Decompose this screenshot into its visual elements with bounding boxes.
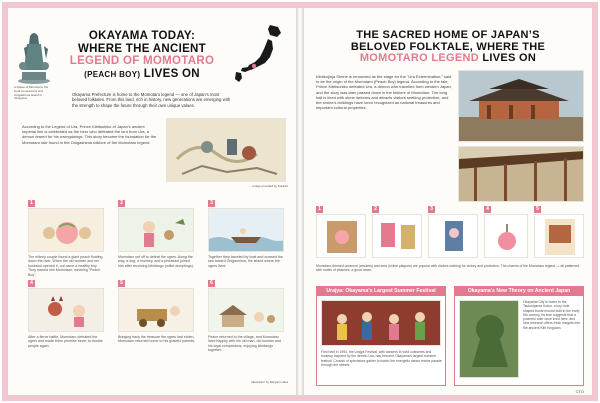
left-intro: Okayama Prefecture is home to the Momotaro legend — one of Japan’s most beloved folktales. From this land, rich in history, new generations are emerging with the strength to shape the future through their own unique values. [72, 92, 231, 108]
left-title-pink: LEGEND OF MOMOTARO [69, 55, 215, 67]
urajya-festival-box [316, 286, 446, 386]
right-title-pink: MOMOTARO LEGEND [359, 52, 480, 64]
panel-6-illustration [208, 288, 284, 332]
panel-2-illustration [118, 208, 194, 252]
giant-peach-icon [29, 209, 104, 252]
statue-icon [16, 26, 52, 84]
statue-caption: A statue of Momotaro, his loyal companions and Onigashima Island in Okayama. [14, 85, 49, 101]
scroll-painting-icon [167, 119, 286, 182]
ancient-box-title: Okayama's New Theory on Ancient Japan [455, 287, 583, 296]
magazine-spread [2, 2, 598, 401]
right-title-line1: THE SACRED HOME OF JAPAN’S [356, 29, 540, 41]
treasure-cart-icon [119, 289, 194, 332]
panel-1-text: The elderly couple found a giant peach floating down the river. When the old woman and her husband opened it, out came a healthy boy. They named him Momotaro, meaning "Peach Boy". [28, 255, 103, 277]
amulet-photo-4 [484, 214, 528, 258]
momotaro-statue-image [16, 26, 52, 84]
boat-sea-icon [209, 209, 284, 252]
panel-3-illustration [208, 208, 284, 252]
village-celebration-icon [209, 289, 284, 332]
left-para1: According to the Legend of Ura, Prince Kibitsuhiko of Japan's ancient imperial line is celebrated as the hero who defeated the lord from Ura, a demon feared for his wrongdoings. This story became the foundation for the Momotaro tale found in the Onigashima folklore of the Momotaro legend. [22, 124, 157, 145]
photo-1-number: 1 [316, 206, 323, 213]
amulet-photo-1 [316, 214, 366, 258]
left-title-end: LIVES ON [140, 67, 200, 80]
panel-1-illustration [28, 208, 104, 252]
kofun-aerial-photo [459, 300, 519, 378]
right-title [314, 30, 582, 65]
panel-4-text: After a fierce battle, Momotaro defeated the ogres and made them promise never to trouble people again. [28, 335, 103, 348]
ancient-japan-box [454, 286, 584, 386]
photo-2-number: 2 [372, 206, 379, 213]
omamori-icon [373, 215, 422, 258]
urajya-box-title: Urajya: Okayama's Largest Summer Festival [317, 287, 445, 296]
page-gutter [296, 8, 304, 395]
japan-map-icon [230, 22, 288, 86]
left-title [54, 30, 230, 81]
corridor-icon [459, 147, 584, 202]
amulet-photo-2 [372, 214, 422, 258]
shrine-building-icon [459, 71, 584, 142]
ogre-battle-icon [29, 289, 104, 332]
panel-2-text: Momotaro set off to defeat the ogres. Along the way, a dog, a monkey, and a pheasant joined him after receiving kibidango (millet dumplings). [118, 255, 194, 268]
left-title-paren: (PEACH BOY) [84, 69, 141, 79]
emaki-scroll-image [166, 118, 286, 182]
peach-charm-icon [485, 215, 528, 258]
amulet-photo-3 [428, 214, 478, 258]
image-credit: Image provided by Kurashi [252, 184, 288, 188]
left-title-line1: OKAYAMA TODAY: [88, 30, 196, 42]
momotaro-companions-icon [119, 209, 194, 252]
illustration-credit: Illustration by Maryam Hara [251, 380, 288, 384]
left-page [8, 8, 296, 395]
page-number: CTO [575, 389, 584, 394]
shrine-corridor-photo [458, 146, 584, 202]
panel-2-number: 2 [118, 200, 125, 207]
right-para1: Kibitsujinja Shrine is renowned as the stage for the "Ura Extermination," said to be the origin of the Momotaro (Peach Boy) legend. According to the tale, Prince Kibitsuhiko defeated Ura, a demon who travelled from western Japan, and the story was later passed down in the folklore of Momotaro. The long hall is lined with stone lanterns and attracts visitors seeking protection, and the shrine's buildings have been recognized as national treasures and important cultural properties. [316, 74, 452, 111]
japan-map [230, 22, 288, 86]
ancient-box-text: Okayama City is home to the Tsukuriyama Kofun, a key-hole shaped burial mound built in the early 5th century. Its size suggests that a powerful ruler once lived here, and new research offers fresh insights into the ancient Kibi Kingdom. [523, 300, 581, 330]
photo-3-number: 3 [428, 206, 435, 213]
photo-4-number: 4 [484, 206, 491, 213]
amulet-photo-5 [534, 214, 584, 258]
photo-5-number: 5 [534, 206, 541, 213]
urajya-box-text: First held in 1994, the Urajya Festival, with dancers in vivid costumes and makeup inspired by the demon Ura, has become Okayama's largest summer festival. Crowds of spectators gather to watch the energetic dance teams parade through the streets. [321, 350, 442, 367]
photo-row-caption: Momotaro-themed omamori (amulets) and ema (votive plaques) are popular with visitors wishing for victory and protection. The charms of the Momotaro legend — all patterned with motifs of peaches, a good omen. [316, 264, 580, 273]
right-title-end: LIVES ON [479, 52, 537, 64]
panel-6-number: 6 [208, 280, 215, 287]
panel-3-number: 3 [208, 200, 215, 207]
panel-5-illustration [118, 288, 194, 332]
panel-4-illustration [28, 288, 104, 332]
panel-3-text: Together they traveled by boat and crossed the sea toward Onigashima, the island where the ogres lived. [208, 255, 283, 268]
ema-plaque-icon [317, 215, 366, 258]
votive-card-icon [535, 215, 584, 258]
panel-5-text: Bringing back the treasure the ogres had stolen, Momotaro returned home to his grateful parents. [118, 335, 196, 344]
festival-photo [321, 300, 441, 346]
shrine-photo-main [458, 70, 584, 142]
panel-5-number: 5 [118, 280, 125, 287]
keyhole-tomb-icon [460, 301, 519, 378]
charm-icon [429, 215, 478, 258]
panel-4-number: 4 [28, 280, 35, 287]
dancers-icon [322, 301, 441, 346]
right-page [304, 8, 592, 395]
panel-6-text: Peace returned to the village, and Momotaro lived happily with his old man, old woman and his loyal companions, enjoying kibidango together. [208, 335, 281, 353]
panel-1-number: 1 [28, 200, 35, 207]
left-title-line2: WHERE THE ANCIENT [78, 42, 206, 55]
right-title-line2: BELOVED FOLKTALE, WHERE THE [350, 40, 546, 53]
